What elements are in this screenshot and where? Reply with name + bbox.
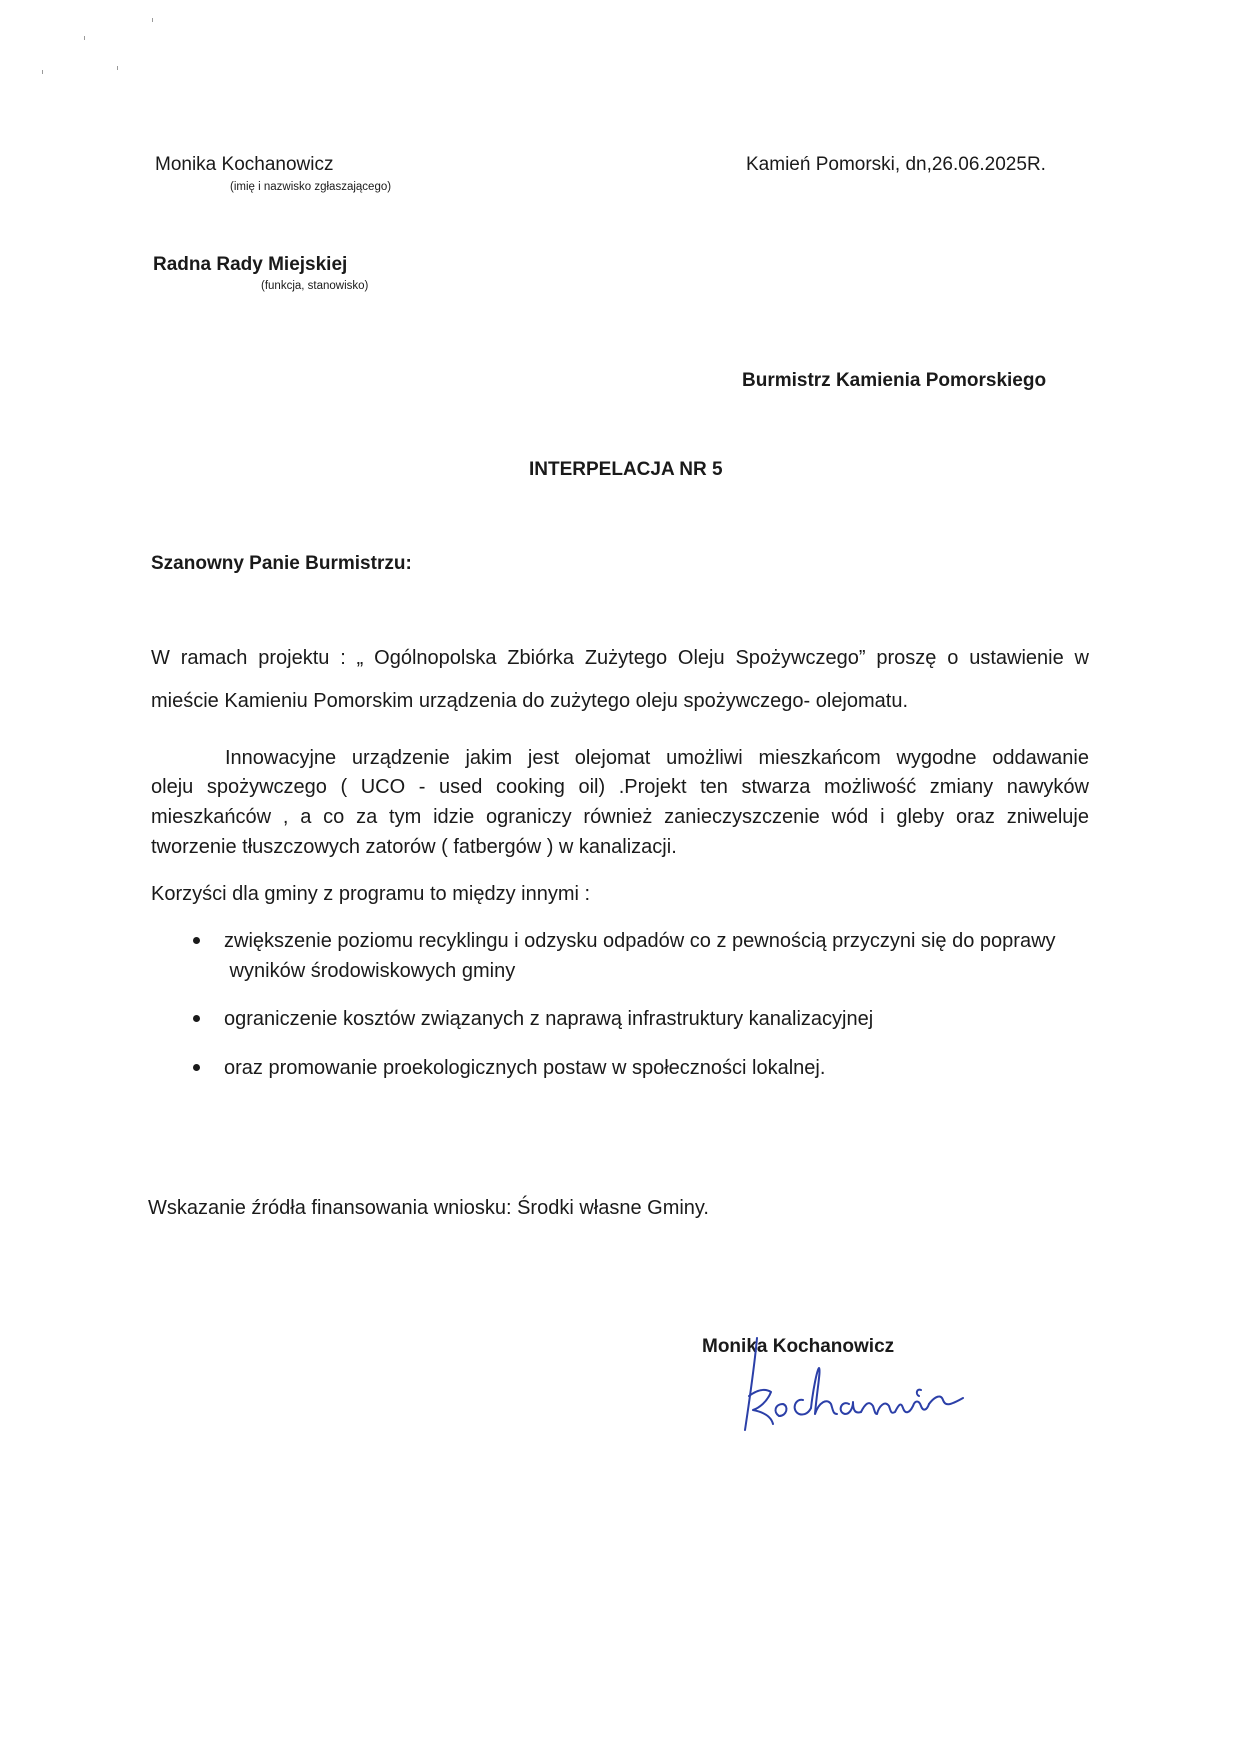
paragraph-2-line-4: tworzenie tłuszczowych zatorów ( fatbergów ) w kanalizacji. (151, 836, 677, 858)
author-name: Monika Kochanowicz (155, 154, 334, 175)
scan-speck (117, 66, 118, 70)
benefit-3-line-1: oraz promowanie proekologicznych postaw w społeczności lokalnej. (224, 1057, 826, 1079)
paragraph-1-line-2: mieście Kamieniu Pomorskim urządzenia do zużytego oleju spożywczego- olejomatu. (151, 690, 909, 712)
author-caption: (imię i nazwisko zgłaszającego) (230, 181, 392, 193)
bullet-icon (193, 1064, 200, 1071)
salutation: Szanowny Panie Burmistrzu: (151, 553, 412, 574)
position: Radna Rady Miejskiej (153, 254, 348, 275)
recipient: Burmistrz Kamienia Pomorskiego (742, 370, 1047, 391)
scan-speck (42, 70, 43, 74)
position-caption: (funkcja, stanowisko) (261, 280, 369, 292)
benefit-2-line-1: ograniczenie kosztów związanych z naprawą infrastruktury kanalizacyjnej (224, 1008, 874, 1030)
paragraph-2-line-3: mieszkańców , a co za tym idzie ograniczy również zanieczyszczenie wód i gleby oraz zniweluje (151, 806, 1089, 828)
paragraph-1-line-1: W ramach projektu : „ Ogólnopolska Zbiórka Zużytego Oleju Spożywczego” proszę o ustawienie w (151, 647, 1089, 669)
paragraph-2-line-2: oleju spożywczego ( UCO - used cooking oil) .Projekt ten stwarza możliwość zmiany nawyków (151, 776, 1089, 798)
signature-printed-name: Monika Kochanowicz (702, 1336, 895, 1357)
funding-source: Wskazanie źródła finansowania wniosku: Środki własne Gminy. (148, 1197, 709, 1219)
benefits-intro: Korzyści dla gminy z programu to między innymi : (151, 883, 591, 905)
document-title: INTERPELACJA NR 5 (529, 459, 723, 480)
scan-speck (152, 18, 153, 22)
bullet-icon (193, 1015, 200, 1022)
benefit-1-line-1: zwiększenie poziomu recyklingu i odzysku odpadów co z pewnością przyczyni się do poprawy (224, 930, 1056, 952)
benefit-1-line-2: wyników środowiskowych gminy (224, 960, 516, 982)
place-date: Kamień Pomorski, dn,26.06.2025R. (746, 154, 1046, 175)
handwritten-signature (715, 1330, 965, 1440)
bullet-icon (193, 937, 200, 944)
paragraph-2-line-1: Innowacyjne urządzenie jakim jest olejomat umożliwi mieszkańcom wygodne oddawanie (225, 747, 1089, 769)
scan-speck (84, 36, 85, 40)
